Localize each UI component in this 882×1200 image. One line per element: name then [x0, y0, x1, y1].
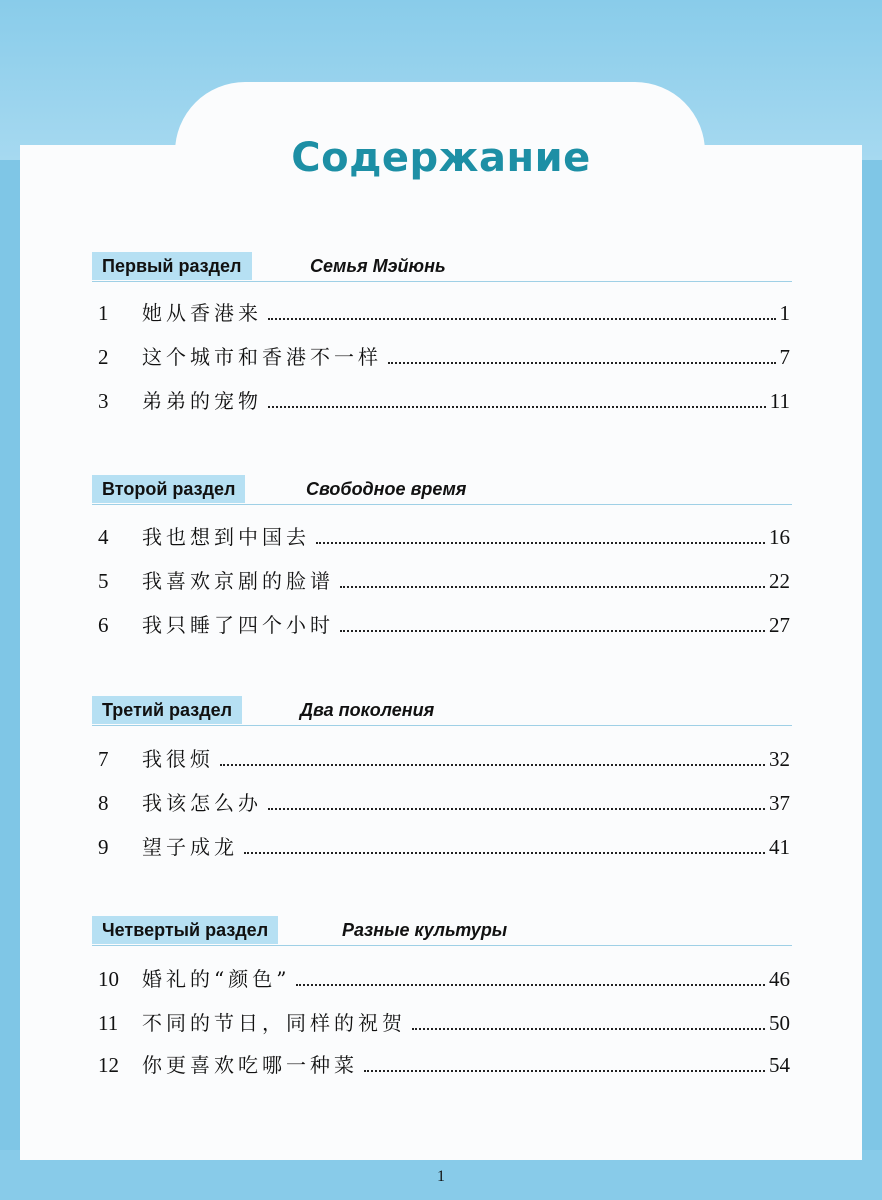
lesson-page: 50	[769, 1011, 790, 1035]
section-subtitle: Разные культуры	[342, 920, 508, 940]
dot-leader	[340, 585, 765, 588]
toc-entry-4[interactable]	[98, 518, 790, 552]
section-label: Третий раздел	[92, 696, 242, 724]
section-divider	[92, 504, 792, 505]
dot-leader	[244, 851, 765, 854]
section-header-4	[92, 916, 792, 946]
lesson-number: 1	[98, 301, 109, 325]
lesson-title: 我只睡了四个小时	[142, 613, 334, 637]
section-subtitle: Семья Мэйюнь	[310, 256, 446, 276]
lesson-title: 我喜欢京剧的脸谱	[142, 569, 334, 593]
toc-entry-10[interactable]	[98, 960, 790, 994]
lesson-page: 22	[769, 569, 790, 593]
toc-entry-7[interactable]	[98, 740, 790, 774]
lesson-title: 我也想到中国去	[142, 525, 310, 549]
dot-leader	[364, 1069, 765, 1072]
lesson-page: 7	[779, 345, 790, 369]
dot-leader	[220, 763, 765, 766]
lesson-number: 7	[98, 747, 109, 771]
toc-entry-1[interactable]	[98, 294, 790, 328]
lesson-number: 6	[98, 613, 109, 637]
lesson-page: 41	[769, 835, 790, 859]
lesson-number: 5	[98, 569, 109, 593]
dot-leader	[296, 983, 765, 986]
lesson-title: 不同的节日，同样的祝贺	[142, 1011, 406, 1035]
section-header-2	[92, 475, 792, 505]
section-header-1	[92, 252, 792, 282]
toc-entry-11[interactable]	[98, 1004, 790, 1038]
lesson-number: 3	[98, 389, 109, 413]
lesson-number: 4	[98, 525, 109, 549]
lesson-title: 望子成龙	[142, 835, 238, 859]
section-label: Второй раздел	[92, 475, 245, 503]
dot-leader	[412, 1027, 765, 1030]
page-title: Содержание	[291, 135, 591, 181]
toc-entry-2[interactable]	[98, 338, 790, 372]
section-subtitle: Свободное время	[306, 479, 467, 499]
lesson-number: 2	[98, 345, 109, 369]
dot-leader	[340, 629, 765, 632]
lesson-title: 她从香港来	[142, 301, 262, 325]
lesson-number: 8	[98, 791, 109, 815]
toc-entry-6[interactable]	[98, 606, 790, 640]
dot-leader	[268, 405, 766, 408]
section-label: Первый раздел	[92, 252, 252, 280]
section-header-3	[92, 696, 792, 726]
lesson-title: 我很烦	[142, 747, 214, 771]
lesson-page: 32	[769, 747, 790, 771]
lesson-page: 54	[769, 1053, 790, 1077]
toc-entry-8[interactable]	[98, 784, 790, 818]
lesson-title: 这个城市和香港不一样	[142, 345, 382, 369]
dot-leader	[388, 361, 776, 364]
toc-entry-5[interactable]	[98, 562, 790, 596]
lesson-number: 12	[98, 1053, 119, 1077]
lesson-page: 16	[769, 525, 790, 549]
dot-leader	[268, 317, 776, 320]
lesson-page: 46	[769, 967, 790, 991]
lesson-number: 11	[98, 1011, 119, 1035]
lesson-number: 10	[98, 967, 119, 991]
toc-entry-9[interactable]	[98, 828, 790, 862]
lesson-page: 27	[769, 613, 790, 637]
lesson-title: 我该怎么办	[142, 791, 262, 815]
dot-leader	[316, 541, 765, 544]
section-divider	[92, 281, 792, 282]
lesson-page: 11	[769, 389, 790, 413]
lesson-page: 1	[779, 301, 790, 325]
toc-entry-3[interactable]	[98, 382, 790, 416]
lesson-title: 弟弟的宠物	[142, 389, 262, 413]
page-number: 1	[437, 1168, 445, 1185]
section-divider	[92, 725, 792, 726]
lesson-page: 37	[769, 791, 790, 815]
lesson-title: 婚礼的“颜色”	[142, 967, 291, 991]
lesson-number: 9	[98, 835, 109, 859]
section-divider	[92, 945, 792, 946]
lesson-title: 你更喜欢吃哪一种菜	[142, 1053, 358, 1077]
toc-entry-12[interactable]	[98, 1046, 790, 1080]
dot-leader	[268, 807, 765, 810]
section-label: Четвертый раздел	[92, 916, 278, 944]
section-subtitle: Два поколения	[300, 700, 435, 720]
